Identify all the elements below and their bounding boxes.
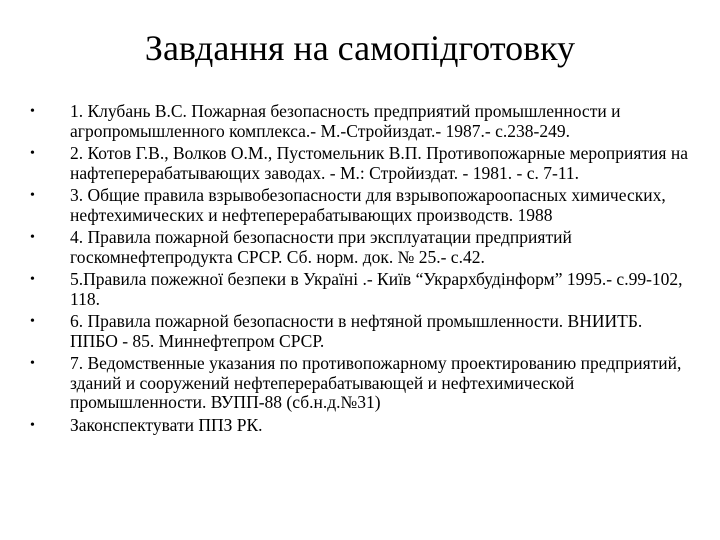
list-item-text: 7. Ведомственные указания по противопожарному проектированию предприятий, зданий и сооружений нефтеперерабатывающей и нефтехимической промышленности. ВУПП-88 (сб.н.д.№31): [70, 353, 682, 412]
list-item: [28, 228, 688, 267]
bullet-icon: •: [30, 104, 35, 119]
list-item-text: 6. Правила пожарной безопасности в нефтяной промышленности. ВНИИТБ. ППБО - 85. Миннефтепром СРСР.: [70, 311, 643, 351]
list-item-text: 3. Общие правила взрывобезопасности для взрывопожароопасных химических, нефтехимических и нефтеперерабатывающих производств. 1988: [70, 185, 666, 225]
list-item: [28, 186, 688, 225]
list-item: [28, 416, 688, 436]
list-item: [28, 270, 688, 309]
list-item-text: 5.Правила пожежної безпеки в Україні .- Київ “Укрархбудінформ” 1995.- с.99-102, 118.: [70, 269, 683, 309]
bullet-icon: •: [30, 146, 35, 161]
bullet-icon: •: [30, 314, 35, 329]
list-item-text: 4. Правила пожарной безопасности при эксплуатации предприятий госкомнефтепродукта СРСР. Сб. норм. док. № 25.- с.42.: [70, 227, 572, 267]
slide-title: Завдання на самопідготовку: [144, 28, 576, 68]
bullet-icon: •: [30, 188, 35, 203]
list-item-text: Законспектувати ППЗ РК.: [70, 414, 263, 435]
list-item-text: 1. Клубань В.С. Пожарная безопасность предприятий промышленности и агропромышленного комплекса.- М.-Стройиздат.- 1987.- с.238-249.: [70, 101, 621, 141]
list-item: [28, 102, 688, 141]
bullet-icon: •: [30, 230, 35, 245]
list-item: [28, 354, 688, 413]
bullet-icon: •: [30, 272, 35, 287]
list-item-text: 2. Котов Г.В., Волков О.М., Пустомельник В.П. Противопожарные мероприятия на нафтеперерабатывающих заводах. - М.: Стройиздат. - 1981. - с. 7-11.: [70, 143, 688, 183]
list-item: [28, 144, 688, 183]
bullet-icon: •: [30, 356, 35, 371]
list-item: [28, 312, 688, 351]
reference-list: [28, 102, 688, 438]
bullet-icon: •: [30, 417, 35, 433]
